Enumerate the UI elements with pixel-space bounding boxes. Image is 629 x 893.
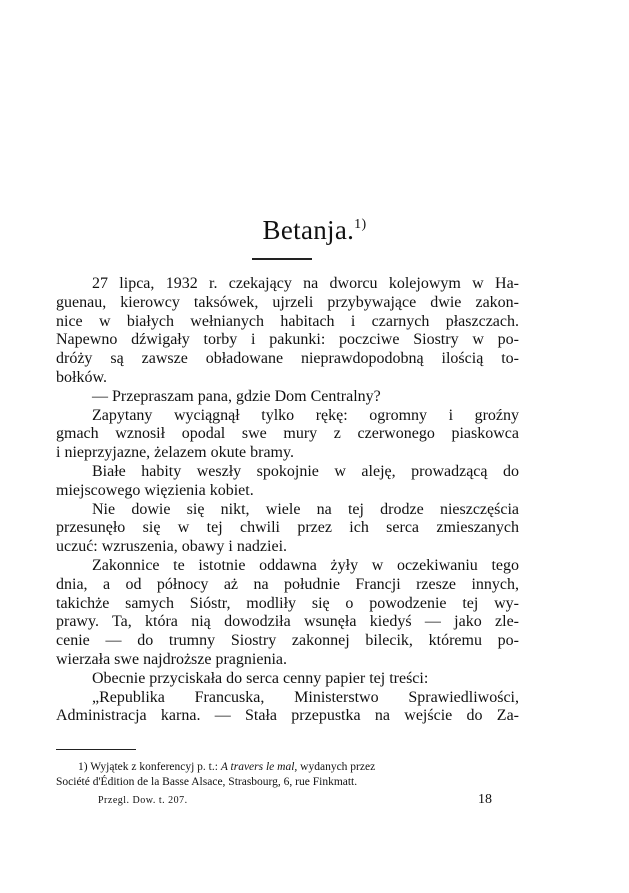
text-line: gmach wznosił opodal swe mury z czerwonego piaskowca	[56, 425, 519, 443]
text-line: prawy. Ta, która nią dowodziła wsunęła kiedyś — jako zle-	[56, 613, 519, 631]
text-line: nice w białych wełnianych habitach i czarnych płaszczach.	[56, 312, 519, 330]
footnote-italic-title: A travers le mal,	[220, 761, 298, 773]
footnote-text-before: Wyjątek z konferencyj p. t.:	[90, 761, 218, 773]
text-line: takichże samych Sióstr, modliły się o powodzenie tej wy-	[56, 594, 519, 612]
paragraph	[56, 275, 519, 388]
text-line: bołków.	[56, 368, 107, 386]
footnote-divider	[56, 749, 136, 750]
paragraph	[56, 689, 519, 727]
text-line: przesunęło się w tej chwili przez ich serca zmieszanych	[56, 519, 519, 537]
text-line: dróży są zawsze obładowane nieprawdopodobną ilością to-	[56, 350, 519, 368]
text-line: wierzała swe najdroższe pragnienia.	[56, 650, 287, 668]
text-line: „Republika Francuska, Ministerstwo Sprawiedliwości,	[92, 688, 519, 706]
footnote	[56, 760, 519, 789]
text-line: Napewno dźwigały torby i pakunki: poczciwe Siostry w po-	[56, 331, 519, 349]
paragraph	[56, 463, 519, 501]
footnote-marker: 1)	[78, 761, 88, 773]
paragraph	[56, 557, 519, 670]
text-line: Obecnie przyciskała do serca cenny papier tej treści:	[92, 669, 429, 687]
text-line: i nieprzyjazne, żelazem okute bramy.	[56, 444, 294, 462]
paragraph	[56, 501, 519, 557]
text-line: Nie dowie się nikt, wiele na tej drodze nieszczęścia	[92, 500, 519, 518]
text-line: cenie — do trumny Siostry zakonnej bilecik, któremu po-	[56, 632, 519, 650]
text-line: guenau, kierowcy taksówek, ujrzeli przybywające dwie zakon-	[56, 293, 519, 311]
page-title	[0, 208, 629, 247]
text-line: Administracja karna. — Stała przepustka na wejście do Za-	[56, 707, 519, 725]
text-line: 27 lipca, 1932 r. czekający na dworcu kolejowym w Ha-	[92, 275, 519, 292]
text-line: — Przepraszam pana, gdzie Dom Centralny?	[92, 387, 381, 405]
text-line: dnia, a od północy aż na południe Francji rzesze innych,	[56, 575, 519, 593]
text-line: Zapytany wyciągnął tylko rękę: ogromny i groźny	[92, 406, 519, 424]
footnote-line-1	[56, 760, 519, 775]
text-line: Białe habity weszły spokojnie w aleję, prowadzącą do	[92, 462, 519, 480]
paragraph	[56, 388, 519, 407]
title-divider	[252, 258, 312, 260]
signature-mark: Przegl. Dow. t. 207.	[98, 795, 188, 806]
text-line: Zakonnice te istotnie oddawna żyły w oczekiwaniu tego	[92, 556, 519, 574]
footnote-text-after: wydanych przez	[300, 761, 376, 773]
footnote-line-2: Société d'Édition de la Basse Alsace, Strasbourg, 6, rue Finkmatt.	[56, 775, 358, 788]
paragraph	[56, 670, 519, 689]
text-line: uczuć: wzruszenia, obawy i nadziei.	[56, 538, 288, 556]
text-line: miejscowego więzienia kobiet.	[56, 481, 254, 499]
title-footnote-marker: 1)	[354, 217, 367, 232]
body-text	[56, 275, 519, 726]
page-number: 18	[478, 792, 492, 807]
paragraph	[56, 407, 519, 463]
title-text: Betanja.	[262, 215, 355, 245]
